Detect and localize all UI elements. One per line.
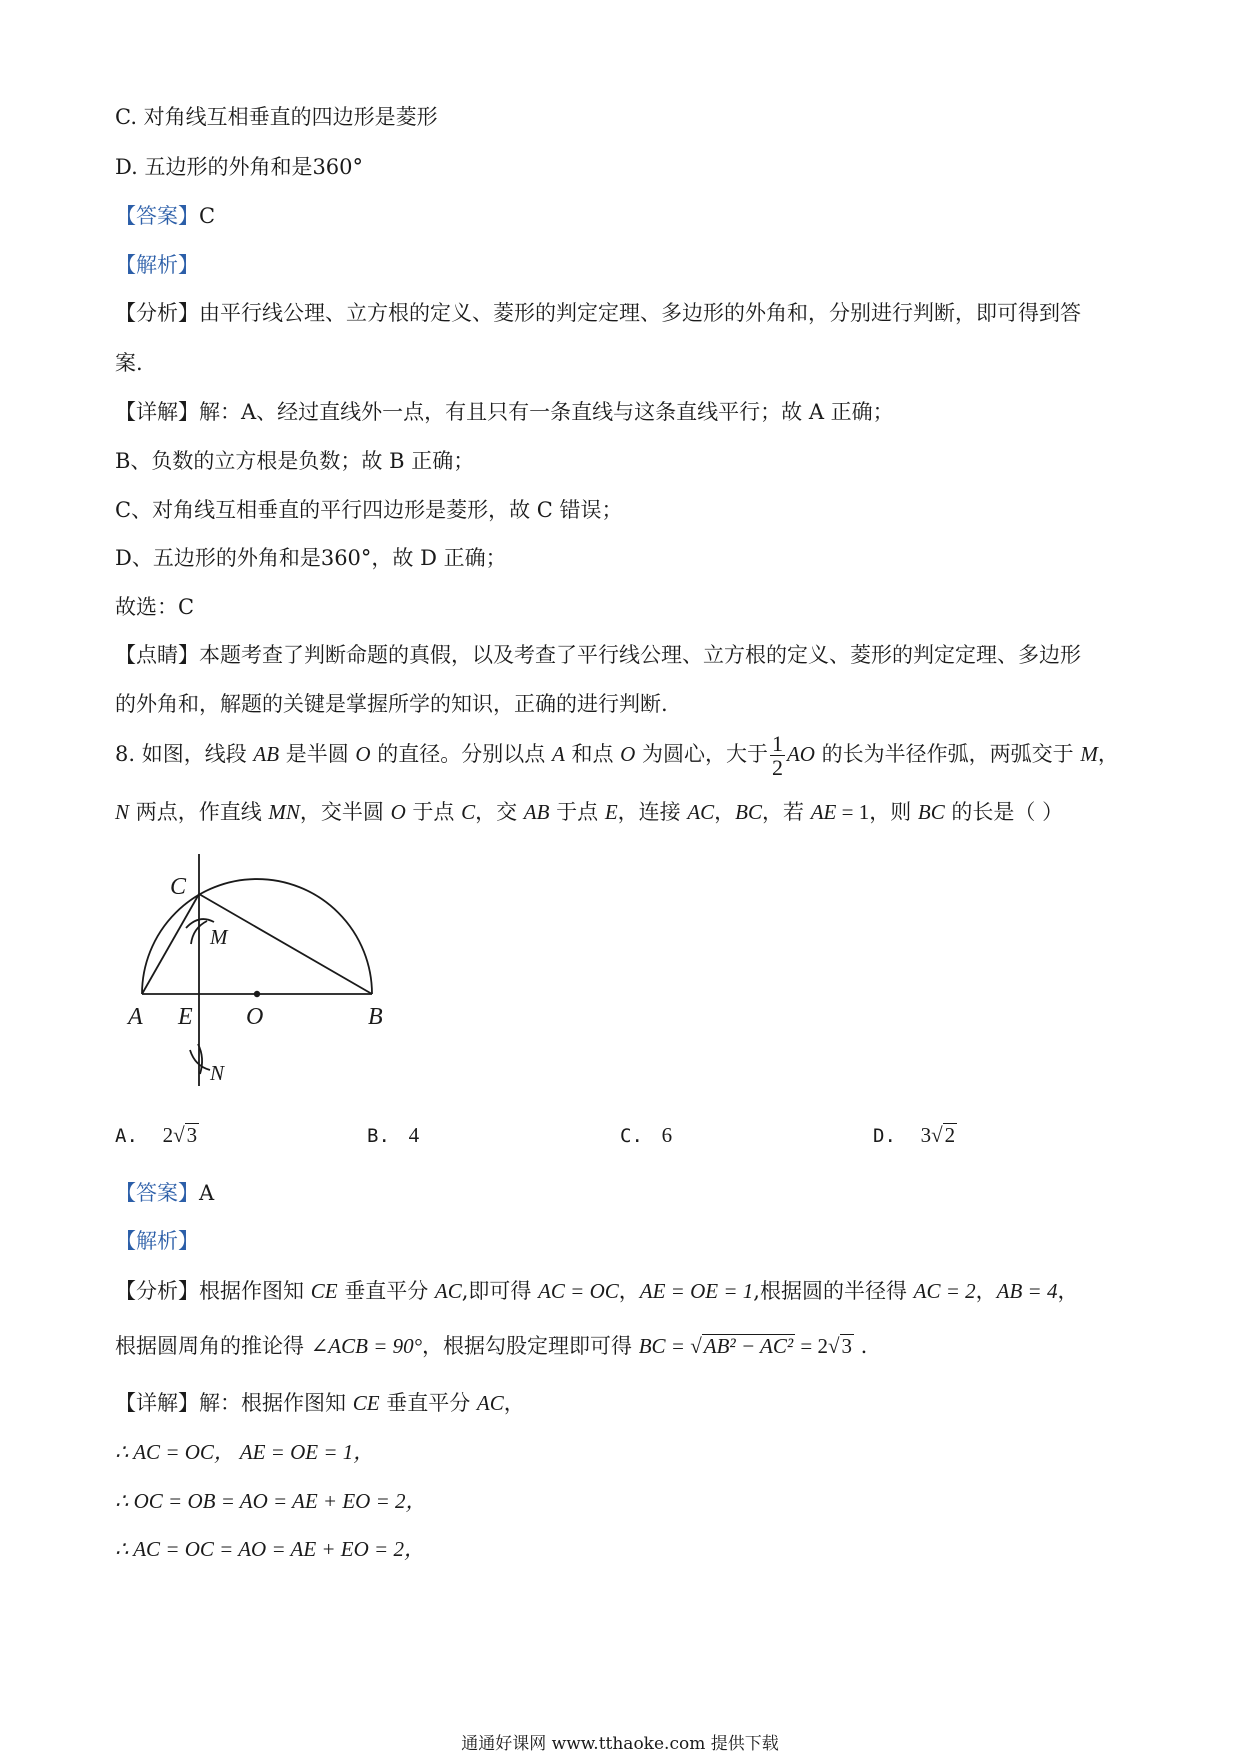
- q8-text: ，交半圆: [299, 800, 391, 824]
- fenxi-tag: 【分析】: [115, 1279, 199, 1303]
- segment-ac: [142, 894, 199, 994]
- q8-math: BC: [735, 800, 763, 824]
- fenxi-text: ，: [1057, 1279, 1079, 1303]
- q8-math: M: [1080, 742, 1098, 767]
- fenxi-text: 由平行线公理、立方根的定义、菱形的判定定理、多边形的外角和，分别进行判断，即可得到答: [199, 301, 1081, 325]
- prev-option-c: C. 对角线互相垂直的四边形是菱形: [115, 105, 438, 129]
- q8-math: AO: [786, 742, 815, 767]
- fenxi-text: ，: [618, 1279, 640, 1303]
- option-value: 6: [661, 1123, 673, 1147]
- option-radicand: 2: [944, 1123, 956, 1147]
- label-e: E: [178, 1004, 193, 1030]
- option-d: D. 3√2: [873, 1123, 956, 1147]
- arc-mark-n-1: [190, 1050, 210, 1070]
- q8-text: 的长是（ ）: [944, 800, 1064, 824]
- label-c: C: [170, 874, 187, 900]
- q8-math: MN: [268, 800, 300, 824]
- option-label: B.: [367, 1125, 390, 1147]
- option-c: [620, 1123, 672, 1148]
- fenxi-math: AC = 2: [913, 1279, 976, 1303]
- dianjing-text: 本题考查了判断命题的真假，以及考查了平行线公理、立方根的定义、菱形的判定定理、多边形: [199, 643, 1081, 667]
- option-a: A. 2√3: [115, 1123, 198, 1147]
- answer-8: [115, 1181, 214, 1206]
- q8-math: AB: [253, 742, 280, 767]
- q8-text: 和点: [564, 742, 621, 767]
- q8-math: = 1: [836, 800, 870, 824]
- question-8-line1: [115, 732, 1119, 779]
- xiangjie-math: CE: [352, 1391, 380, 1415]
- label-o: O: [246, 1004, 264, 1030]
- step-d: D、五边形的外角和是360°，故 D 正确；: [115, 546, 507, 570]
- fenxi-text: ,即可得: [461, 1279, 539, 1303]
- q8-math: A: [551, 742, 565, 767]
- dianjing-tag: 【点睛】: [115, 643, 199, 667]
- analysis-heading-8: 【解析】: [115, 1229, 199, 1253]
- fenxi-math: BC =: [638, 1334, 691, 1358]
- option-coefficient: 2: [162, 1123, 174, 1147]
- q8-math: AB: [523, 800, 550, 824]
- prev-option-d: D. 五边形的外角和是360°: [115, 155, 364, 179]
- q8-text: ，若: [762, 800, 811, 824]
- fraction-half: [770, 732, 785, 779]
- q8-text: ，交: [475, 800, 524, 824]
- label-b: B: [368, 1004, 383, 1030]
- analysis-heading-7: 【解析】: [115, 253, 199, 277]
- fenxi-radicand: 3: [841, 1334, 852, 1358]
- fenxi-math: CE: [310, 1279, 338, 1303]
- q8-math: O: [620, 742, 636, 767]
- option-label: C.: [620, 1125, 643, 1147]
- xiangjie-7: [115, 400, 894, 425]
- q8-text: 8. 如图，线段: [115, 742, 254, 767]
- center-point-o: [254, 991, 260, 997]
- fraction-numerator: 1: [771, 731, 783, 756]
- option-label: D.: [873, 1125, 896, 1147]
- step-b: B、负数的立方根是负数；故 B 正确；: [115, 449, 475, 473]
- q8-text: 于点: [549, 800, 605, 824]
- q8-math: E: [604, 800, 618, 824]
- q8-math: N: [115, 800, 130, 824]
- label-a: A: [128, 1004, 143, 1030]
- fenxi-7: [115, 301, 1081, 326]
- fenxi-math: AE = OE = 1: [639, 1279, 754, 1303]
- xiangjie-text: 垂直平分: [379, 1391, 477, 1415]
- fenxi-text: 根据圆周角的推论得: [115, 1334, 311, 1358]
- option-radicand: 3: [186, 1123, 198, 1147]
- solution-step-1: ∴ AC = OC， AE = OE = 1，: [115, 1440, 375, 1464]
- fenxi-text: 垂直平分: [337, 1279, 435, 1303]
- dianjing-7-cont: 的外角和，解题的关键是掌握所学的知识，正确的进行判断.: [115, 692, 668, 716]
- fenxi-text: .: [854, 1334, 868, 1358]
- q8-math: AE: [810, 800, 837, 824]
- xiangjie-text: 解：根据作图知: [199, 1391, 353, 1415]
- xiangjie-tag: 【详解】: [115, 400, 199, 424]
- step-c: C、对角线互相垂直的平行四边形是菱形，故 C 错误；: [115, 498, 623, 522]
- q8-text: ，: [714, 800, 736, 824]
- answer-value: A: [199, 1181, 215, 1205]
- fenxi-8-line1: [115, 1279, 1078, 1304]
- fenxi-7-cont: 案.: [115, 351, 143, 375]
- fenxi-math: ∠ACB = 90°: [310, 1334, 423, 1358]
- fenxi-text: 根据作图知: [199, 1279, 311, 1303]
- q8-math: BC: [917, 800, 945, 824]
- q8-math: AC: [687, 800, 715, 824]
- fenxi-tag: 【分析】: [115, 301, 199, 325]
- choice-conclusion: 故选：C: [115, 595, 195, 619]
- fenxi-math: AB = 4: [996, 1279, 1058, 1303]
- q8-text: 的直径。分别以点: [370, 742, 552, 767]
- q8-math: C: [461, 800, 476, 824]
- q8-text: 两点，作直线: [129, 800, 269, 824]
- fenxi-text: ,根据圆的半径得: [753, 1279, 914, 1303]
- fenxi-math: = 2: [795, 1334, 828, 1358]
- answer-tag: 【答案】: [115, 1181, 199, 1205]
- q8-text: 是半圆: [279, 742, 356, 767]
- fenxi-math: AC = OC: [538, 1279, 619, 1303]
- q8-text: ，则: [869, 800, 918, 824]
- xiangjie-text: 解：A、经过直线外一点，有且只有一条直线与这条直线平行；故 A 正确；: [199, 400, 894, 424]
- answer-7: [115, 204, 215, 229]
- xiangjie-text: ，: [503, 1391, 525, 1415]
- option-b: [367, 1123, 419, 1148]
- footer-credit: 通通好课网 www.tthaoke.com 提供下载: [461, 1734, 779, 1754]
- answer-value: C: [199, 204, 216, 228]
- option-label: A.: [115, 1125, 138, 1147]
- xiangjie-8: [115, 1391, 525, 1416]
- xiangjie-math: AC: [476, 1391, 504, 1415]
- solution-step-3: ∴ AC = OC = AO = AE + EO = 2，: [115, 1537, 425, 1561]
- dianjing-7: [115, 643, 1081, 668]
- q8-text: 为圆心，大于: [635, 742, 768, 767]
- label-n: N: [210, 1061, 225, 1085]
- q8-text: ，连接: [617, 800, 688, 824]
- q8-text: 的长为半径作弧，两弧交于: [814, 742, 1081, 767]
- question-8-line2: [115, 800, 1063, 825]
- fraction-denominator: 2: [771, 755, 783, 781]
- option-coefficient: 3: [920, 1123, 932, 1147]
- fenxi-math: AC: [434, 1279, 462, 1303]
- q8-math: O: [390, 800, 406, 824]
- semicircle-figure: [110, 848, 410, 1093]
- fenxi-text: ，: [975, 1279, 997, 1303]
- option-value: 4: [408, 1123, 420, 1147]
- fenxi-text: ，根据勾股定理即可得: [422, 1334, 639, 1358]
- q8-text: ，: [1097, 742, 1119, 767]
- fenxi-radicand: AB² − AC²: [703, 1334, 794, 1358]
- xiangjie-tag: 【详解】: [115, 1391, 199, 1415]
- fenxi-8-line2: 根据圆周角的推论得 ∠ACB = 90°，根据勾股定理即可得 BC = √AB² − AC² = 2√3 .: [115, 1334, 868, 1358]
- q8-text: 于点: [405, 800, 462, 824]
- label-m: M: [210, 925, 228, 949]
- q8-math: O: [355, 742, 371, 767]
- answer-tag: 【答案】: [115, 204, 199, 228]
- solution-step-2: ∴ OC = OB = AO = AE + EO = 2，: [115, 1489, 427, 1513]
